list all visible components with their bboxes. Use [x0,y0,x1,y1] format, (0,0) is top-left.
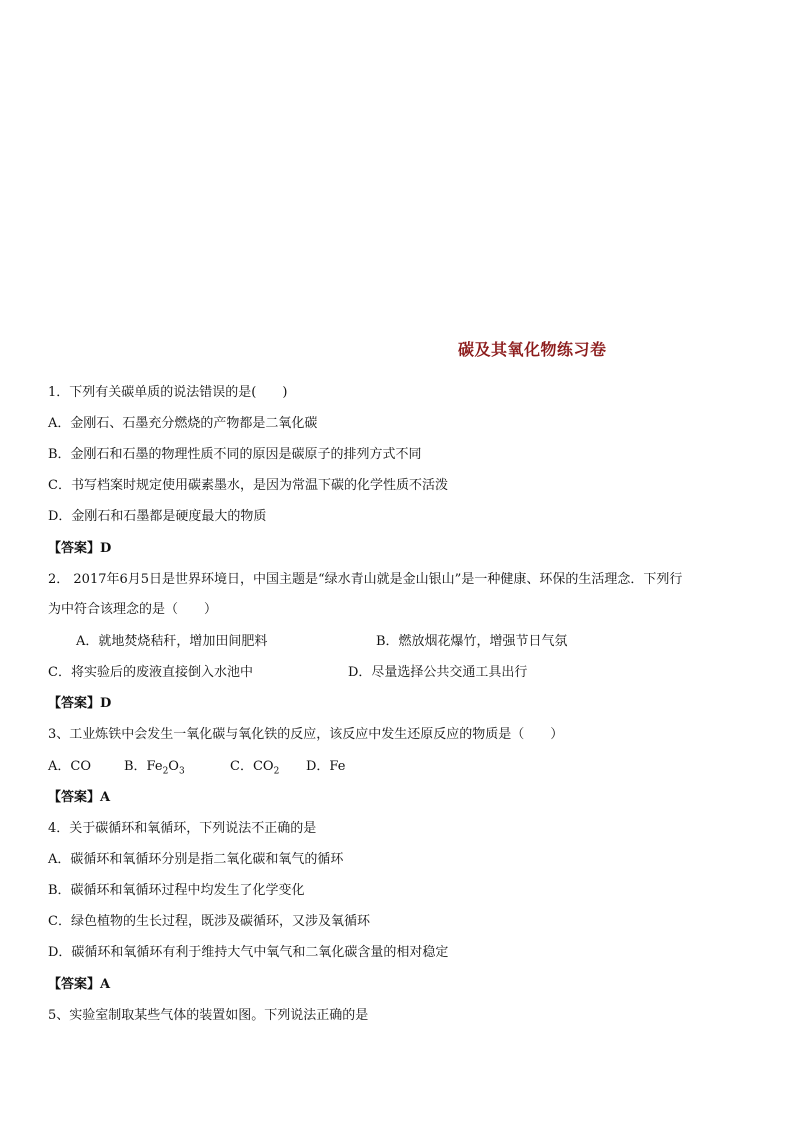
q2-option-c: C．将实验后的废液直接倒入水池中 [48,665,253,680]
q3-option-d: D．Fe [306,759,346,774]
q5-stem: 5、实验室制取某些气体的装置如图。下列说法正确的是 [48,1008,369,1023]
q2-option-d: D．尽量选择公共交通工具出行 [348,665,528,680]
q3-answer: 【答案】A [48,790,111,805]
q2-option-a: A．就地焚烧秸秆，增加田间肥料 [76,634,268,649]
q4-stem: 4．关于碳循环和氧循环，下列说法不正确的是 [48,821,317,836]
q2-answer: 【答案】D [48,696,112,711]
q3-option-a: A．CO [48,759,91,774]
q3-stem: 3、工业炼铁中会发生一氧化碳与氧化铁的反应，该反应中发生还原反应的物质是（ ） [48,727,564,742]
q4-option-a: A．碳循环和氧循环分别是指二氧化碳和氧气的循环 [48,852,344,867]
q4-option-c: C．绿色植物的生长过程，既涉及碳循环，又涉及氧循环 [48,914,370,929]
q4-option-b: B．碳循环和氧循环过程中均发生了化学变化 [48,883,305,898]
q2-stem-line2: 为中符合该理念的是（ ） [48,602,218,617]
q1-option-a: A．金刚石、石墨充分燃烧的产物都是二氧化碳 [48,416,318,431]
q1-option-b: B．金刚石和石墨的物理性质不同的原因是碳原子的排列方式不同 [48,447,422,462]
q1-option-d: D．金刚石和石墨都是硬度最大的物质 [48,509,267,524]
q2-option-b: B．燃放烟花爆竹，增强节日气氛 [376,634,568,649]
q1-option-c: C．书写档案时规定使用碳素墨水，是因为常温下碳的化学性质不活泼 [48,478,448,493]
q1-answer: 【答案】D [48,541,112,556]
q4-answer: 【答案】A [48,977,111,992]
q4-option-d: D．碳循环和氧循环有利于维持大气中氧气和二氧化碳含量的相对稳定 [48,945,449,960]
q3-option-b: B．$Fe_2O_3$ [124,759,185,777]
q1-stem: 1．下列有关碳单质的说法错误的是( ) [48,385,288,400]
q2-stem-line1: 2． 2017年6月5日是世界环境日，中国主题是“绿水青山就是金山银山”是一种健康、环保的生活理念．下列行 [48,572,683,587]
page-title: 碳及其氧化物练习卷 [458,340,607,359]
q3-option-c: C．$CO_2$ [230,759,280,777]
